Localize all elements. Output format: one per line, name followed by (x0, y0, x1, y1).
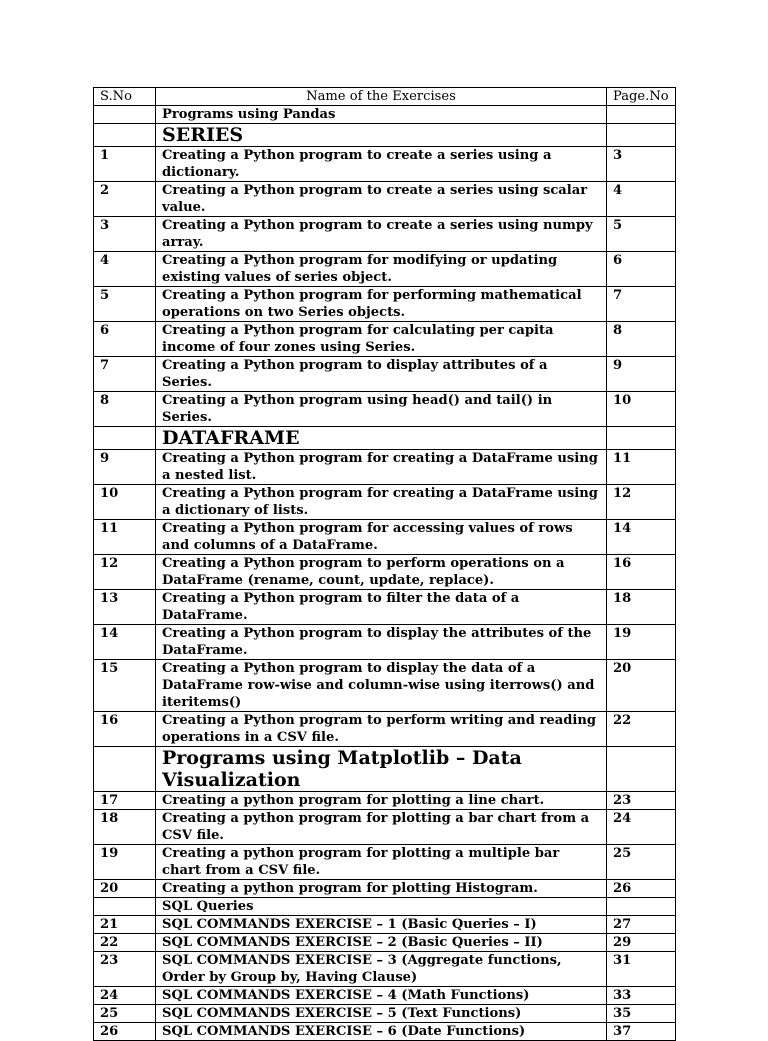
row-sno: 18 (94, 810, 156, 845)
row-name: Creating a Python program to create a series using a dictionary. (156, 147, 607, 182)
table-header-row (94, 88, 676, 106)
row-sno (94, 124, 156, 147)
row-page: 4 (607, 182, 676, 217)
row-sno: 19 (94, 845, 156, 880)
row-sno: 24 (94, 987, 156, 1005)
table-row (94, 357, 676, 392)
table-row (94, 217, 676, 252)
sno-header: S.No (94, 88, 156, 106)
row-sno: 6 (94, 322, 156, 357)
exercise-index-table (93, 87, 676, 1041)
row-page: 25 (607, 845, 676, 880)
row-page: 8 (607, 322, 676, 357)
table-row (94, 182, 676, 217)
section-heading-row (94, 898, 676, 916)
row-sno: 7 (94, 357, 156, 392)
row-page: 29 (607, 934, 676, 952)
row-name: SQL COMMANDS EXERCISE – 1 (Basic Queries – I) (156, 916, 607, 934)
row-name: Creating a Python program for creating a DataFrame using a nested list. (156, 450, 607, 485)
table-row (94, 590, 676, 625)
row-sno (94, 898, 156, 916)
row-name: SQL COMMANDS EXERCISE – 2 (Basic Queries – II) (156, 934, 607, 952)
row-page: 31 (607, 952, 676, 987)
row-sno: 22 (94, 934, 156, 952)
section-heading-row (94, 427, 676, 450)
row-sno: 9 (94, 450, 156, 485)
row-page: 20 (607, 660, 676, 712)
table-row (94, 520, 676, 555)
row-sno: 25 (94, 1005, 156, 1023)
row-name: Creating a Python program to create a series using scalar value. (156, 182, 607, 217)
row-sno: 10 (94, 485, 156, 520)
row-name: Creating a Python program to create a series using numpy array. (156, 217, 607, 252)
section-heading-row (94, 106, 676, 124)
table-row (94, 450, 676, 485)
table-row (94, 660, 676, 712)
row-sno: 23 (94, 952, 156, 987)
table-row (94, 810, 676, 845)
row-sno: 14 (94, 625, 156, 660)
row-name: SQL COMMANDS EXERCISE – 3 (Aggregate functions, Order by Group by, Having Clause) (156, 952, 607, 987)
row-name: Creating a Python program for performing mathematical operations on two Series objects. (156, 287, 607, 322)
row-page: 22 (607, 712, 676, 747)
row-name: SQL COMMANDS EXERCISE – 6 (Date Functions) (156, 1023, 607, 1041)
row-page: 7 (607, 287, 676, 322)
row-name: Creating a Python program to perform operations on a DataFrame (rename, count, update, replace). (156, 555, 607, 590)
table-row (94, 322, 676, 357)
row-name: SQL COMMANDS EXERCISE – 5 (Text Functions) (156, 1005, 607, 1023)
row-page: 37 (607, 1023, 676, 1041)
row-sno: 4 (94, 252, 156, 287)
row-page: 12 (607, 485, 676, 520)
table-row (94, 625, 676, 660)
row-name: SQL COMMANDS EXERCISE – 4 (Math Functions) (156, 987, 607, 1005)
section-heading-row (94, 747, 676, 792)
row-page: 3 (607, 147, 676, 182)
row-sno: 20 (94, 880, 156, 898)
row-name: Creating a Python program to perform writing and reading operations in a CSV file. (156, 712, 607, 747)
section-heading-row (94, 124, 676, 147)
row-sno: 12 (94, 555, 156, 590)
table-row (94, 392, 676, 427)
row-name: Creating a Python program using head() and tail() in Series. (156, 392, 607, 427)
table-body (94, 106, 676, 1041)
section-title: SQL Queries (156, 898, 607, 916)
row-name: Creating a Python program for creating a DataFrame using a dictionary of lists. (156, 485, 607, 520)
row-sno: 1 (94, 147, 156, 182)
row-name: Creating a Python program to display attributes of a Series. (156, 357, 607, 392)
row-name: Creating a Python program for calculating per capita income of four zones using Series. (156, 322, 607, 357)
row-page: 14 (607, 520, 676, 555)
row-name: Creating a python program for plotting a line chart. (156, 792, 607, 810)
row-page: 23 (607, 792, 676, 810)
row-sno: 16 (94, 712, 156, 747)
row-name: Creating a python program for plotting Histogram. (156, 880, 607, 898)
row-name: Creating a python program for plotting a multiple bar chart from a CSV file. (156, 845, 607, 880)
row-sno: 26 (94, 1023, 156, 1041)
table-row (94, 880, 676, 898)
table-row (94, 987, 676, 1005)
row-name: Creating a Python program for accessing values of rows and columns of a DataFrame. (156, 520, 607, 555)
row-sno (94, 427, 156, 450)
row-page: 18 (607, 590, 676, 625)
row-sno: 11 (94, 520, 156, 555)
row-page (607, 106, 676, 124)
section-title: DATAFRAME (156, 427, 607, 450)
table-row (94, 712, 676, 747)
table-row (94, 485, 676, 520)
row-sno: 2 (94, 182, 156, 217)
row-page: 26 (607, 880, 676, 898)
table-row (94, 1005, 676, 1023)
row-page: 27 (607, 916, 676, 934)
table-row (94, 252, 676, 287)
row-sno: 17 (94, 792, 156, 810)
table-row (94, 287, 676, 322)
row-name: Creating a python program for plotting a bar chart from a CSV file. (156, 810, 607, 845)
row-page (607, 124, 676, 147)
row-page (607, 427, 676, 450)
row-page: 5 (607, 217, 676, 252)
row-page: 11 (607, 450, 676, 485)
table-row (94, 147, 676, 182)
table-row (94, 845, 676, 880)
row-sno: 3 (94, 217, 156, 252)
row-page: 6 (607, 252, 676, 287)
row-page: 16 (607, 555, 676, 590)
row-page: 10 (607, 392, 676, 427)
row-page (607, 747, 676, 792)
row-page: 33 (607, 987, 676, 1005)
row-sno: 5 (94, 287, 156, 322)
table-row (94, 916, 676, 934)
name-header: Name of the Exercises (156, 88, 607, 106)
table-row (94, 934, 676, 952)
row-page: 19 (607, 625, 676, 660)
table-row (94, 952, 676, 987)
row-name: Creating a Python program to display the attributes of the DataFrame. (156, 625, 607, 660)
row-page (607, 898, 676, 916)
table-row (94, 792, 676, 810)
section-title: Programs using Pandas (156, 106, 607, 124)
row-name: Creating a Python program to filter the data of a DataFrame. (156, 590, 607, 625)
table-row (94, 1023, 676, 1041)
row-page: 35 (607, 1005, 676, 1023)
row-sno: 21 (94, 916, 156, 934)
row-sno: 13 (94, 590, 156, 625)
page-header: Page.No (607, 88, 676, 106)
row-sno: 15 (94, 660, 156, 712)
row-page: 9 (607, 357, 676, 392)
row-name: Creating a Python program for modifying or updating existing values of series object. (156, 252, 607, 287)
row-sno: 8 (94, 392, 156, 427)
section-title: Programs using Matplotlib – Data Visualization (156, 747, 607, 792)
row-page: 24 (607, 810, 676, 845)
row-name: Creating a Python program to display the data of a DataFrame row-wise and column-wise using iterrows() and iteritems() (156, 660, 607, 712)
table-row (94, 555, 676, 590)
section-title: SERIES (156, 124, 607, 147)
row-sno (94, 106, 156, 124)
row-sno (94, 747, 156, 792)
